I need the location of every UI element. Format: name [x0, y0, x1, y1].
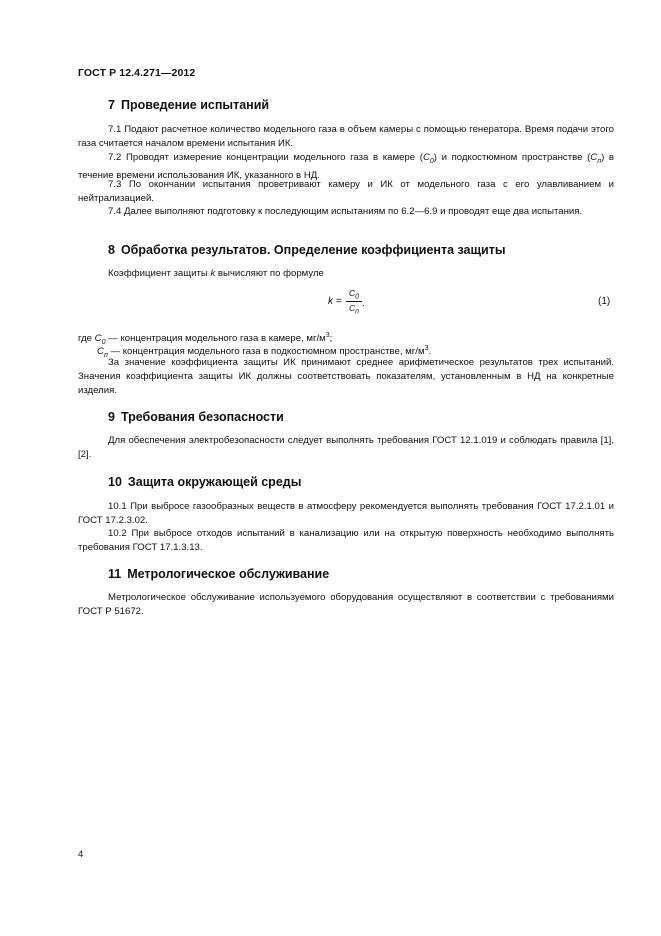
text-run: ) в течение времени использования ИК, указанного в НД. — [78, 152, 614, 181]
section-10-title — [108, 475, 301, 489]
section-title-text: Обработка результатов. Определение коэффициента защиты — [120, 243, 506, 257]
section-title-text: Метрологическое обслуживание — [127, 567, 330, 581]
formula-number: (1) — [598, 296, 611, 307]
paragraph-11-1: Метрологическое обслуживание используемого оборудования осуществляют в соответствии с требованиями ГОСТ Р 51672. — [78, 592, 614, 617]
paragraph-10-2: 10.2 При выбросе отходов испытаний в канализацию или на открытую поверхность необходимо выполнять требования ГОСТ 17.1.3.13. — [78, 528, 614, 553]
var-c0: $C_0$ — [422, 152, 434, 165]
formula-1 — [300, 288, 420, 324]
paragraph-9-1: Для обеспечения электробезопасности следует выполнять требования ГОСТ 12.1.019 и соблюдать правила [1], [2]. — [78, 435, 614, 460]
section-number: 9 — [108, 410, 115, 424]
paragraph-7-3: 7.3 По окончании испытания проветривают камеру и ИК от модельного газа с его улавливанием и нейтрализацией. — [78, 179, 614, 204]
section-title-text: Требования безопасности — [120, 410, 284, 424]
document-header: ГОСТ Р 12.4.271—2012 — [78, 67, 196, 79]
fraction-denominator: $C_п$ — [349, 303, 359, 316]
section-9-title — [108, 410, 284, 424]
page-number: 4 — [78, 849, 84, 860]
paragraph-10-1: 10.1 При выбросе газообразных веществ в атмосферу рекомендуется выполнять требования ГОСТ 17.2.1.01 и ГОСТ 17.2.3.02. — [78, 501, 614, 526]
formula-lhs: k — [328, 296, 333, 307]
section-11-title — [108, 567, 329, 581]
text-run: вычисляют по формуле — [215, 268, 324, 279]
section-number: 8 — [108, 243, 115, 257]
formula-equals: = — [336, 296, 342, 307]
text-run: ) и подкостюмном пространстве ( — [433, 152, 591, 163]
section-8-title — [108, 243, 506, 257]
where-line-2: $C_п$ — концентрация модельного газа в подкостюмном пространстве, $мг/м^3$. — [97, 345, 432, 360]
var-cp: $C_п$ — [590, 152, 602, 165]
section-number: 11 — [108, 567, 122, 581]
section-number: 10 — [108, 475, 122, 489]
paragraph-7-4: 7.4 Далее выполняют подготовку к последующим испытаниям по 6.2—6.9 и проводят еще два испытания. — [108, 206, 583, 217]
paragraph-7-1: 7.1 Подают расчетное количество модельного газа в объем камеры с помощью генератора. Время подачи этого газа считается началом времени испытания ИК. — [78, 124, 614, 149]
section-title-text: Проведение испытаний — [120, 98, 270, 112]
fraction-numerator: $C_0$ — [348, 288, 360, 301]
var-k: k — [210, 268, 216, 279]
formula-end: . — [362, 298, 365, 309]
section-title-text: Защита окружающей среды — [127, 475, 302, 489]
paragraph-8-result: За значение коэффициента защиты ИК принимают среднее арифметическое результатов трех испытаний. Значения коэффициента защиты ИК должны соответствовать показателям, установленным в НД на конкретные изделия. — [78, 357, 614, 396]
section-7-title — [108, 98, 269, 112]
section-number: 7 — [108, 98, 115, 112]
text-run: Коэффициент защиты — [108, 268, 211, 279]
fraction-bar — [346, 301, 362, 302]
where-line-1: где $C_0$ — концентрация модельного газа в камере, $мг/м^3$; — [78, 332, 333, 347]
text-run: 7.2 Проводят измерение концентрации модельного газа в камере ( — [108, 152, 423, 163]
paragraph-8-intro — [78, 267, 614, 281]
formula-fraction — [346, 288, 362, 315]
